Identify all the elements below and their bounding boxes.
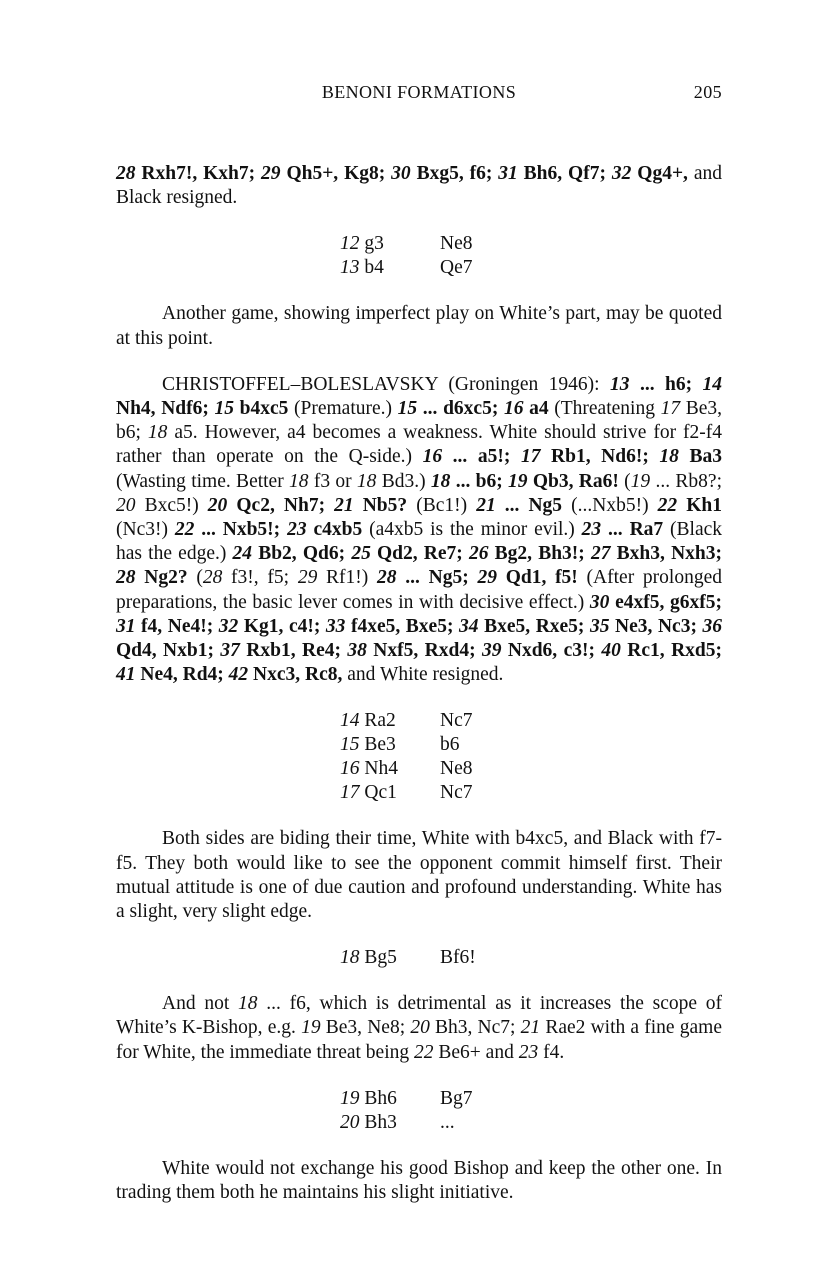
move-white: 16 Nh4 (340, 758, 398, 780)
move-white: 15 Be3 (340, 734, 396, 756)
commentary-paragraph: Another game, showing imperfect play on White’s part, may be quoted at this point. (116, 303, 722, 349)
move-white: 14 Ra2 (340, 710, 396, 732)
move-black: Qe7 (440, 257, 473, 279)
page-header (116, 82, 722, 106)
move-white: 12 g3 (340, 233, 384, 255)
move-black: b6 (440, 734, 460, 756)
move-list (340, 946, 722, 970)
move-black: Nc7 (440, 710, 473, 732)
page-body (116, 162, 722, 1205)
page-number: 205 (693, 82, 722, 102)
running-title: BENONI FORMATIONS (321, 82, 517, 102)
move-white: 13 b4 (340, 257, 384, 279)
move-black: Ne8 (440, 233, 473, 255)
illustrative-game-paragraph: CHRISTOFFEL–BOLESLAVSKY (Groningen 1946): 13 ... h6; 14 Nh4, Ndf6; 15 b4xc5 (Premature.) 15 ... d6xc5; 16 a4 (Threatening 17 Be3, b6; 18 a5. However, a4 becomes a weakness. White should strive for f2-f4 rather than operate on the Q-side.) 16 ... a5!; 17 Rb1, Nd6!; 18 Ba3 (Wasting time. Better 18 f3 or 18 Bd3.) 18 ... b6; 19 Qb3, Ra6! (19 ... Rb8?; 20 Bxc5!) 20 Qc2, Nh7; 21 Nb5? (Bc1!) 21 ... Ng5 (...Nxb5!) 22 Kh1 (Nc3!) 22 ... Nxb5!; 23 c4xb5 (a4xb5 is the minor evil.) 23 ... Ra7 (Black has the edge.) 24 Bb2, Qd6; 25 Qd2, Re7; 26 Bg2, Bh3!; 27 Bxh3, Nxh3; 28 Ng2? (28 f3!, f5; 29 Rf1!) 28 ... Ng5; 29 Qd1, f5! (After prolonged preparations, the basic lever comes in with decisive effect.) 30 e4xf5, g6xf5; 31 f4, Ne4!; 32 Kg1, c4!; 33 f4xe5, Bxe5; 34 Bxe5, Rxe5; 35 Ne3, Nc3; 36 Qd4, Nxb1; 37 Rxb1, Re4; 38 Nxf5, Rxd4; 39 Nxd6, c3!; 40 Rc1, Rxd5; 41 Ne4, Rd4; 42 Nxc3, Rc8, and White resigned. (116, 373, 723, 686)
move-list (340, 709, 722, 805)
move-list (340, 232, 722, 280)
game-continuation-paragraph: 28 Rxh7!, Kxh7; 29 Qh5+, Kg8; 30 Bxg5, f6; 31 Bh6, Qf7; 32 Qg4+, and Black resigned. (116, 163, 722, 209)
move-white: 19 Bh6 (340, 1087, 397, 1109)
move-white: 17 Qc1 (340, 782, 397, 804)
move-black: ... (440, 1111, 455, 1133)
move-black: Nc7 (440, 782, 473, 804)
move-white: 20 Bh3 (340, 1111, 397, 1133)
move-black: Bg7 (440, 1087, 473, 1109)
commentary-paragraph: White would not exchange his good Bishop and keep the other one. In trading them both he maintains his slight initiative. (116, 1157, 722, 1204)
move-black: Ne8 (440, 758, 473, 780)
move-white: 18 Bg5 (340, 947, 397, 969)
move-black: Bf6! (440, 947, 476, 969)
commentary-paragraph: And not 18 ... f6, which is detrimental as it increases the scope of White’s K-Bishop, e.g. 19 Be3, Ne8; 20 Bh3, Nc7; 21 Rae2 with a fine game for White, the immediate threat being 22 Be6+ and 23 f4. (116, 993, 722, 1063)
move-list (340, 1087, 722, 1135)
commentary-paragraph: Both sides are biding their time, White with b4xc5, and Black with f7-f5. They both would like to see the opponent commit himself first. Their mutual attitude is one of due caution and profound understanding. White has a slight, very slight edge. (116, 828, 722, 923)
